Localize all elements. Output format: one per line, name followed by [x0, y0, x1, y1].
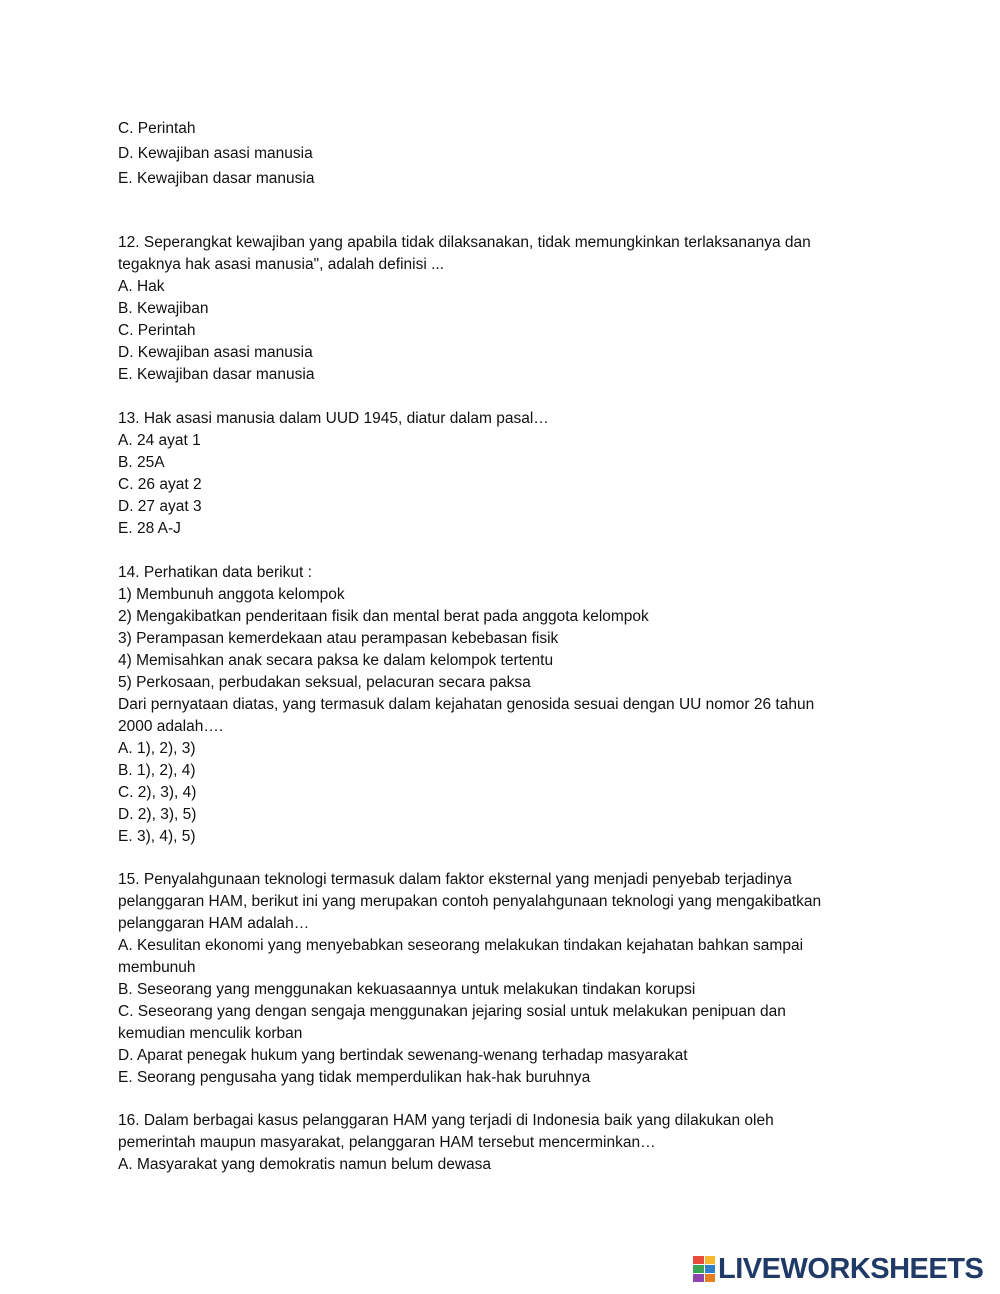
- question-14: [118, 562, 814, 848]
- question-14-option-c[interactable]: C. 2), 3), 4): [118, 784, 197, 801]
- question-12-option-b[interactable]: B. Kewajiban: [118, 300, 209, 317]
- question-15-option-d[interactable]: D. Aparat penegak hukum yang bertindak sewenang-wenang terhadap masyarakat: [118, 1047, 688, 1064]
- question-14-data-item: 2) Mengakibatkan penderitaan fisik dan mental berat pada anggota kelompok: [118, 608, 649, 625]
- option-e[interactable]: E. Kewajiban dasar manusia: [118, 170, 315, 187]
- question-15: [118, 869, 821, 1089]
- question-13-option-e[interactable]: E. 28 A-J: [118, 520, 181, 537]
- question-12-option-d[interactable]: D. Kewajiban asasi manusia: [118, 344, 313, 361]
- question-16-stem: pemerintah maupun masyarakat, pelanggaran HAM tersebut mencerminkan…: [118, 1134, 656, 1151]
- question-13: [118, 408, 549, 540]
- question-12-option-c[interactable]: C. Perintah: [118, 322, 196, 339]
- question-14-option-d[interactable]: D. 2), 3), 5): [118, 806, 197, 823]
- question-15-option-a[interactable]: A. Kesulitan ekonomi yang menyebabkan seseorang melakukan tindakan kejahatan bahkan sampai: [118, 937, 804, 954]
- question-15-option-b[interactable]: B. Seseorang yang menggunakan kekuasaannya untuk melakukan tindakan korupsi: [118, 981, 696, 998]
- question-15-stem: pelanggaran HAM adalah…: [118, 915, 310, 932]
- liveworksheets-wordmark: LIVEWORKSHEETS: [718, 1252, 984, 1285]
- question-16: [118, 1110, 774, 1176]
- question-14-prompt: 2000 adalah….: [118, 718, 224, 735]
- question-15-option-c[interactable]: C. Seseorang yang dengan sengaja menggunakan jejaring sosial untuk melakukan penipuan dan: [118, 1003, 786, 1020]
- question-14-option-e[interactable]: E. 3), 4), 5): [118, 828, 196, 845]
- question-14-option-b[interactable]: B. 1), 2), 4): [118, 762, 196, 779]
- question-15-stem: pelanggaran HAM, berikut ini yang merupakan contoh penyalahgunaan teknologi yang mengakibatkan: [118, 893, 822, 910]
- question-14-stem: 14. Perhatikan data berikut :: [118, 564, 312, 581]
- question-13-option-b[interactable]: B. 25A: [118, 454, 165, 471]
- question-14-data-item: 1) Membunuh anggota kelompok: [118, 586, 345, 603]
- option-d[interactable]: D. Kewajiban asasi manusia: [118, 145, 313, 162]
- liveworksheets-logo-icon: [693, 1256, 715, 1282]
- liveworksheets-logo[interactable]: [693, 1253, 983, 1285]
- question-15-option-e[interactable]: E. Seorang pengusaha yang tidak memperdulikan hak-hak buruhnya: [118, 1069, 591, 1086]
- question-12-stem: tegaknya hak asasi manusia", adalah definisi ...: [118, 256, 445, 273]
- question-16-option-a[interactable]: A. Masyarakat yang demokratis namun belum dewasa: [118, 1156, 492, 1173]
- question-15-option-a[interactable]: membunuh: [118, 959, 196, 976]
- question-14-data-item: 3) Perampasan kemerdekaan atau perampasan kebebasan fisik: [118, 630, 559, 647]
- question-14-option-a[interactable]: A. 1), 2), 3): [118, 740, 196, 757]
- question-16-stem: 16. Dalam berbagai kasus pelanggaran HAM yang terjadi di Indonesia baik yang dilakukan oleh: [118, 1112, 774, 1129]
- question-14-prompt: Dari pernyataan diatas, yang termasuk dalam kejahatan genosida sesuai dengan UU nomor 26 tahun: [118, 696, 815, 713]
- question-15-stem: 15. Penyalahgunaan teknologi termasuk dalam faktor eksternal yang menjadi penyebab terjadinya: [118, 871, 792, 888]
- question-12-stem: 12. Seperangkat kewajiban yang apabila tidak dilaksanakan, tidak memungkinkan terlaksananya dan: [118, 234, 811, 251]
- option-c[interactable]: C. Perintah: [118, 120, 196, 137]
- question-13-stem: 13. Hak asasi manusia dalam UUD 1945, diatur dalam pasal…: [118, 410, 549, 427]
- previous-question-options: [118, 118, 314, 190]
- question-12-option-e[interactable]: E. Kewajiban dasar manusia: [118, 366, 315, 383]
- question-14-data-item: 5) Perkosaan, perbudakan seksual, pelacuran secara paksa: [118, 674, 531, 691]
- question-15-option-c[interactable]: kemudian menculik korban: [118, 1025, 303, 1042]
- question-12-option-a[interactable]: A. Hak: [118, 278, 165, 295]
- question-14-data-item: 4) Memisahkan anak secara paksa ke dalam kelompok tertentu: [118, 652, 554, 669]
- question-13-option-c[interactable]: C. 26 ayat 2: [118, 476, 202, 493]
- question-13-option-d[interactable]: D. 27 ayat 3: [118, 498, 202, 515]
- question-12: [118, 232, 811, 386]
- question-13-option-a[interactable]: A. 24 ayat 1: [118, 432, 201, 449]
